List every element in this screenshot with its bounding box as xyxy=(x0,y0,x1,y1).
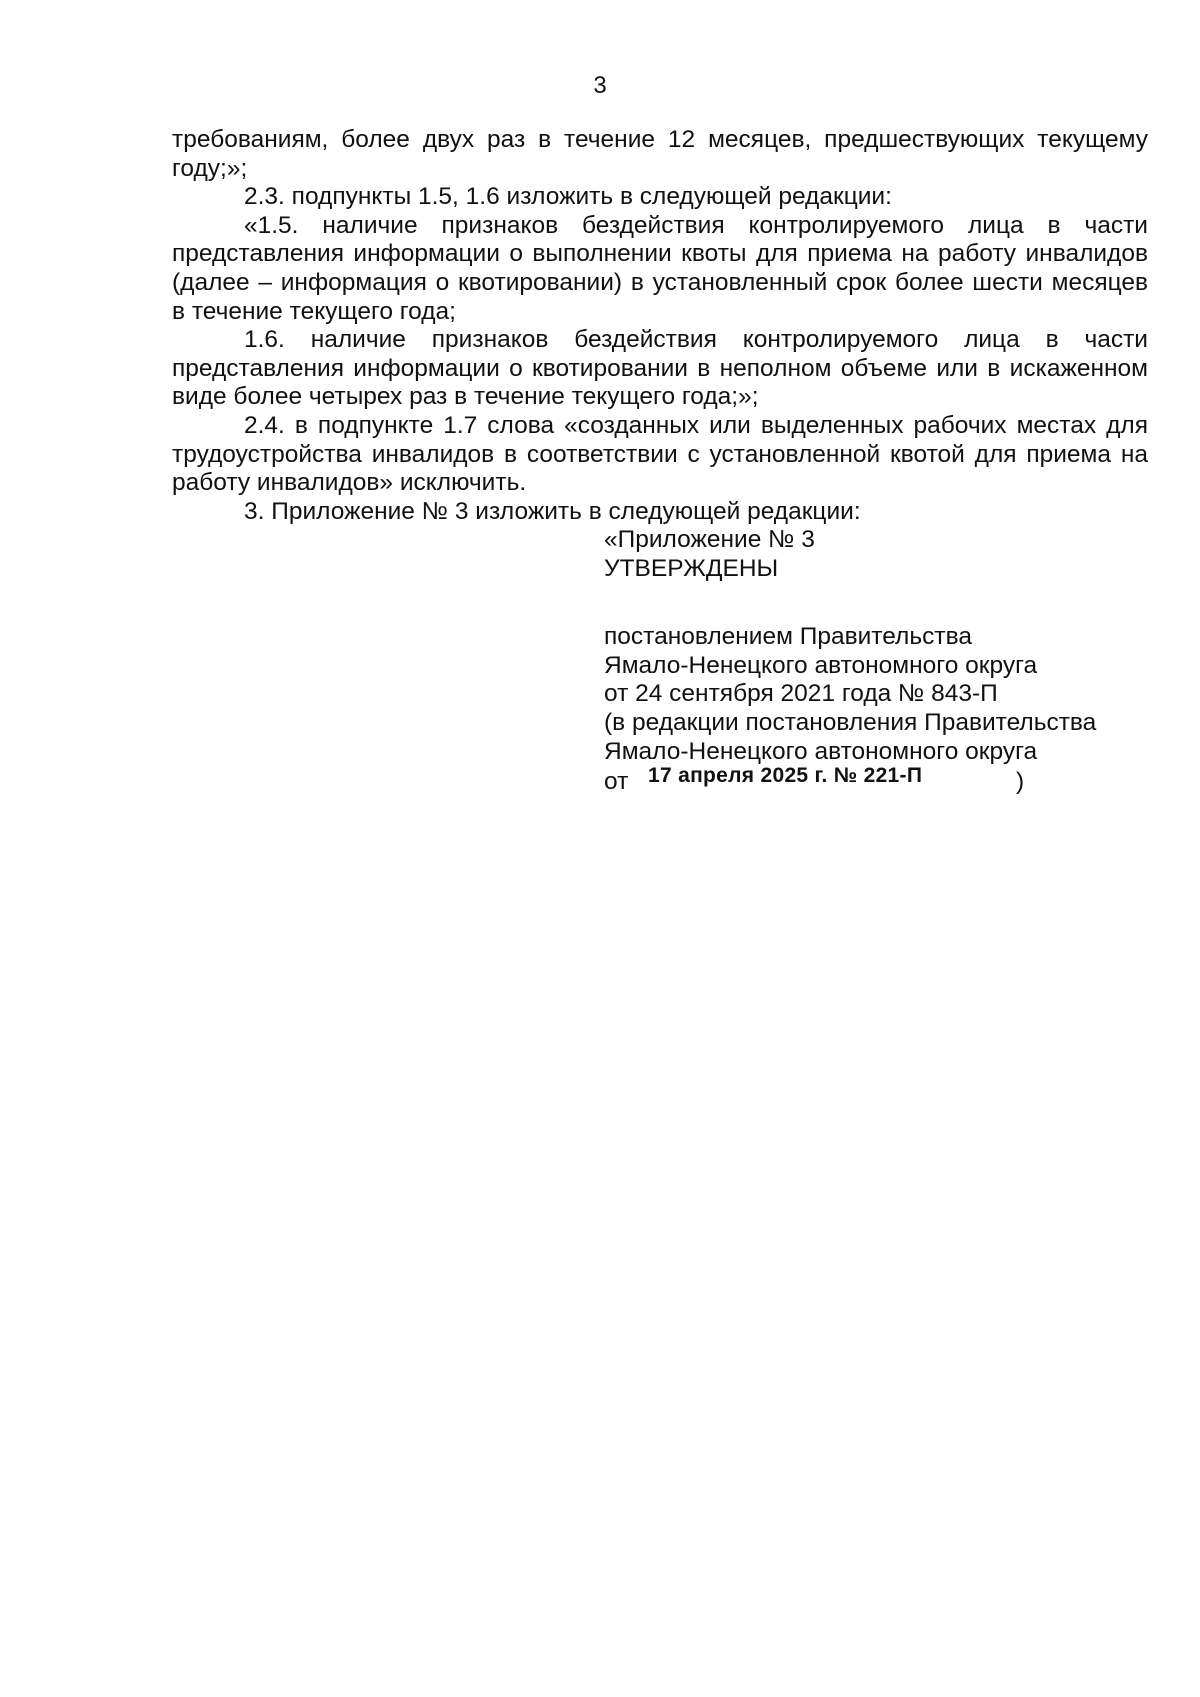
approval-line: постановлением Правительства xyxy=(604,623,972,651)
paragraph: 3. Приложение № 3 изложить в следующей редакции: xyxy=(244,497,861,525)
paragraph: 2.4. в подпункте 1.7 слова «созданных или выделенных рабочих местах для трудоустройства инвалидов в соответствии с установленной квотой для приема на работу инвалидов» исключить. xyxy=(172,411,1148,497)
date-prefix: от xyxy=(604,768,629,796)
approval-line: Ямало-Ненецкого автономного округа xyxy=(604,737,1038,765)
approval-date-line xyxy=(604,766,1164,796)
approval-block xyxy=(604,526,1164,796)
approval-line: от 24 сентября 2021 года № 843-П xyxy=(604,680,998,708)
approval-line: Ямало-Ненецкого автономного округа xyxy=(604,651,1038,679)
approval-line: (в редакции постановления Правительства xyxy=(604,708,1097,736)
paragraph: 1.6. наличие признаков бездействия контролируемого лица в части представления информации о квотировании в неполном объеме или в искаженном виде более четырех раз в течение текущего года;»; xyxy=(172,326,1148,411)
paragraph: «1.5. наличие признаков бездействия контролируемого лица в части представления информации о выполнении квоты для приема на работу инвалидов (далее – информация о квотировании) в установленный срок более шести месяцев в течение текущего года; xyxy=(172,211,1148,325)
spacer xyxy=(604,583,1164,623)
body-text xyxy=(172,126,1148,526)
approved-heading: УТВЕРЖДЕНЫ xyxy=(604,554,779,582)
appendix-title: «Приложение № 3 xyxy=(604,526,815,553)
date-stamp: 17 апреля 2025 г. № 221-П xyxy=(648,764,923,788)
page-number: 3 xyxy=(593,72,607,99)
paragraph: 2.3. подпункты 1.5, 1.6 изложить в следующей редакции: xyxy=(244,183,892,211)
paragraph: требованиям, более двух раз в течение 12 месяцев, предшествующих текущему году;»; xyxy=(172,126,1148,182)
date-suffix: ) xyxy=(1016,768,1025,796)
